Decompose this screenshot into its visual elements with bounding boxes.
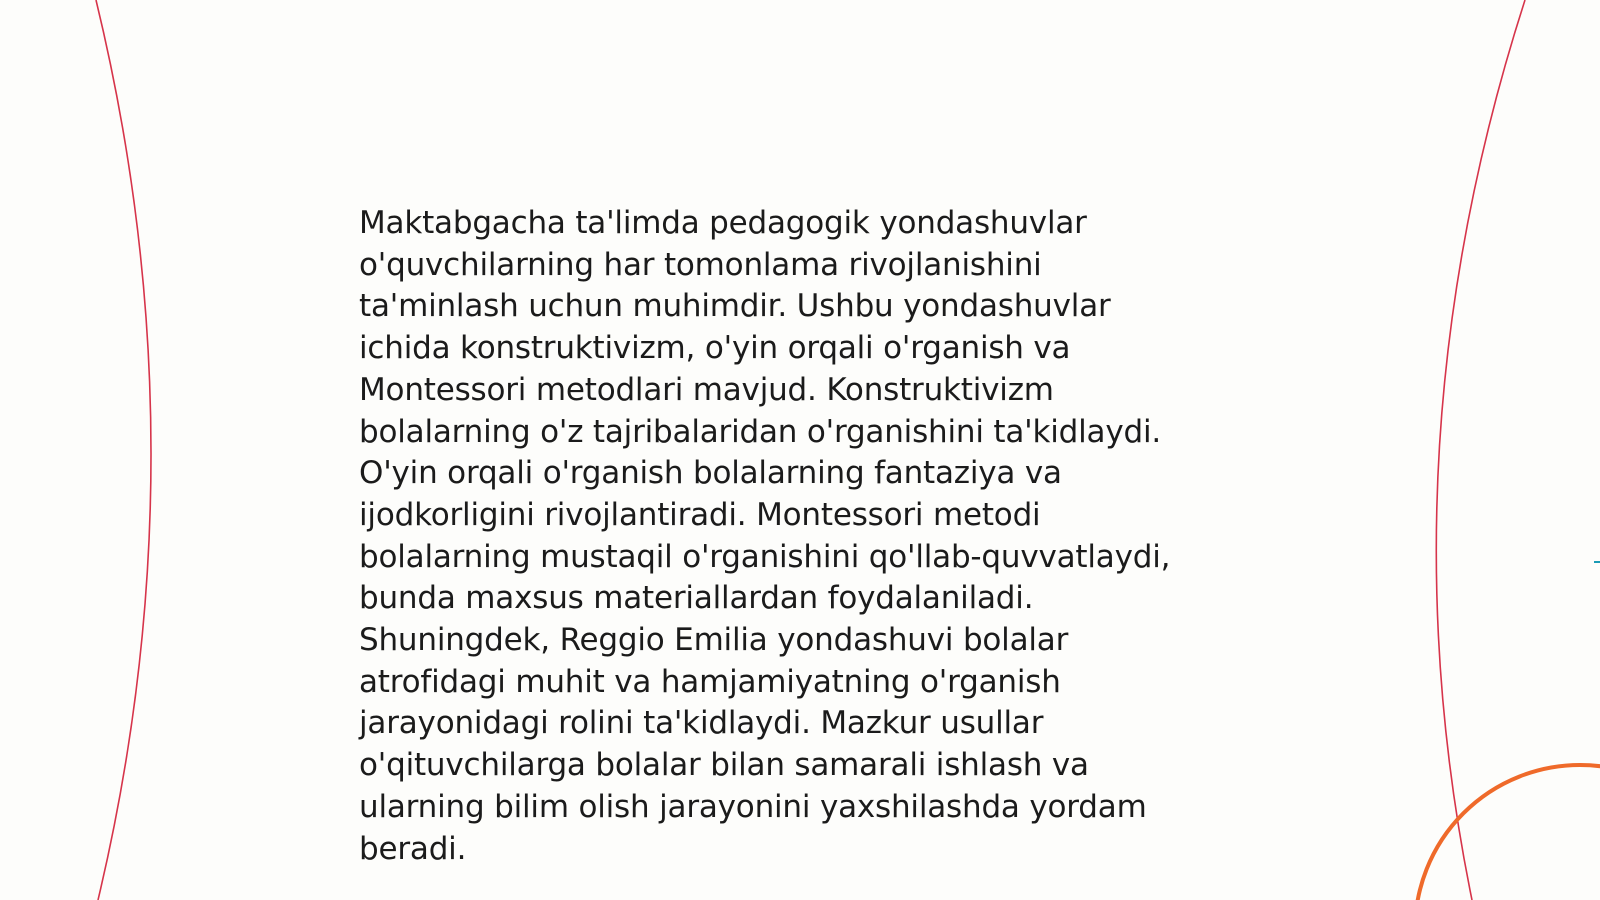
- body-paragraph: Maktabgacha ta'limda pedagogik yondashuvlar o'quvchilarning har tomonlama rivojlanishini ta'minlash uchun muhimdir. Ushbu yondashuvlar ichida konstruktivizm, o'yin orqali o'rganish va Montessori metodlari mavjud. Konstruktivizm bolalarning o'z tajribalaridan o'rganishini ta'kidlaydi. O'yin orqali o'rganish bolalarning fantaziya va ijodkorligini rivojlantiradi. Montessori metodi bolalarning mustaqil o'rganishini qo'llab-quvvatlaydi, bunda maxsus materiallardan foydalaniladi. Shuningdek, Reggio Emilia yondashuvi bolalar atrofidagi muhit va hamjamiyatning o'rganish jarayonidagi rolini ta'kidlaydi. Mazkur usullar o'qituvchilarga bolalar bilan samarali ishlash va ularning bilim olish jarayonini yaxshilashda yordam beradi.: [359, 205, 1171, 867]
- right-red-arc: [1436, 0, 1525, 900]
- left-red-arc: [96, 0, 151, 900]
- orange-circle-arc: [1415, 765, 1600, 900]
